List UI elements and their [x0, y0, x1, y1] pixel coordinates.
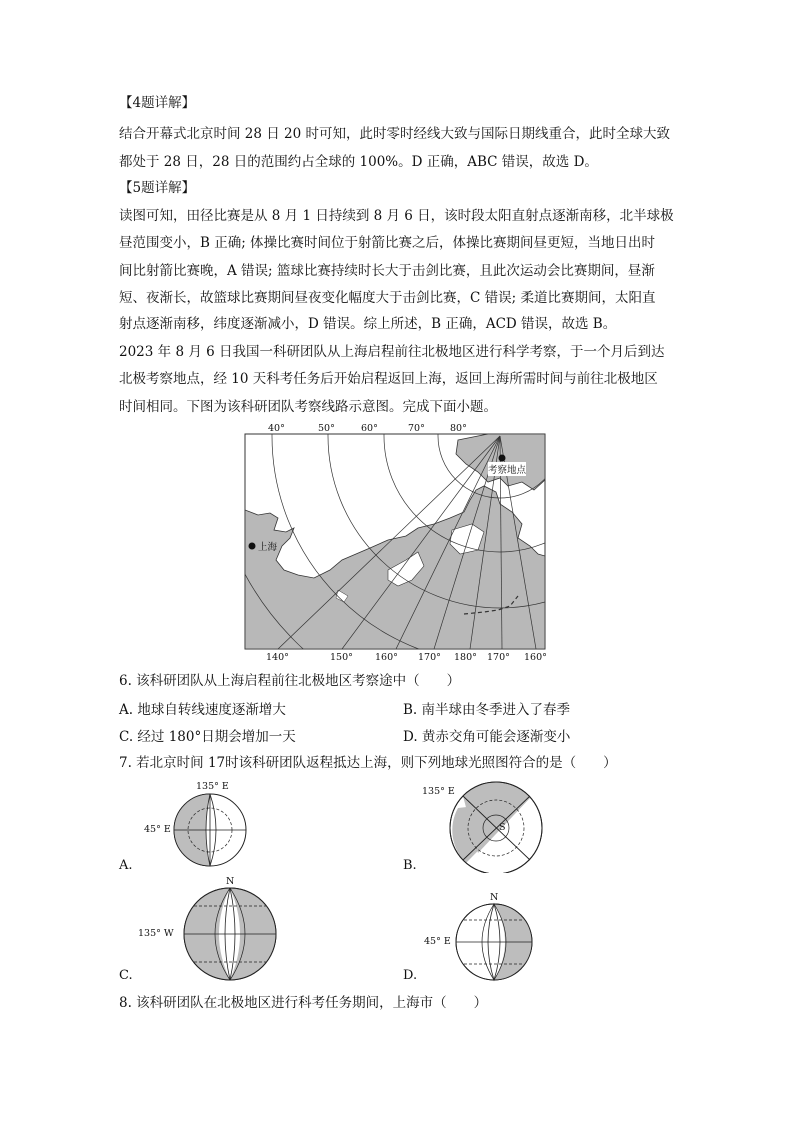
q7-option-b: B. [403, 858, 417, 873]
lat-label: 40° [268, 423, 285, 434]
paragraph-line: 短、夜渐长，故篮球比赛期间昼夜变化幅度大于击剑比赛，C 错误; 柔道比赛期间，太阳直 [119, 290, 656, 306]
light-diagram-a [140, 778, 280, 873]
lon-label: 160° [524, 652, 547, 663]
fig-b-top-label: 135° E [422, 786, 455, 797]
paragraph-line: 昼范围变小，B 正确; 体操比赛时间位于射箭比赛之后，体操比赛期间昼更短，当地日出时 [119, 235, 656, 251]
question-8-stem: 8. 该科研团队在北极地区进行科考任务期间，上海市（ ） [119, 995, 488, 1011]
q7-option-d: D. [403, 968, 418, 983]
lon-label: 170° [487, 652, 510, 663]
fig-c-side-label: 135° W [138, 928, 174, 939]
lat-label: 60° [361, 423, 378, 434]
fig-a-side-label: 45° E [144, 824, 171, 835]
lon-label: 150° [330, 652, 353, 663]
fig-a-top-label: 135° E [196, 781, 229, 792]
lat-label: 80° [450, 423, 467, 434]
question-7-stem: 7. 若北京时间 17时该科研团队返程抵达上海，则下列地球光照图符合的是（ ） [119, 755, 617, 771]
section-heading-q5: 【5题详解】 [119, 180, 196, 196]
lon-label: 180° [454, 652, 477, 663]
fig-c-top-label: N [226, 876, 235, 887]
shanghai-marker [249, 543, 256, 550]
shanghai-label: 上海 [258, 542, 278, 553]
q7-option-c: C. [119, 968, 133, 983]
fig-d-top-label: N [490, 892, 499, 903]
lon-label: 160° [375, 652, 398, 663]
paragraph-line: 都处于 28 日，28 日的范围约占全球的 100%。D 正确，ABC 错误，故选 D。 [119, 154, 598, 170]
paragraph-line: 射点逐渐南移，纬度逐渐减小，D 错误。综上所述，B 正确，ACD 错误，故选 B。 [119, 316, 617, 332]
route-map-svg [238, 420, 550, 665]
fig-d-side-label: 45° E [424, 936, 451, 947]
paragraph-line: 时间相同。下图为该科研团队考察线路示意图。完成下面小题。 [119, 399, 497, 415]
route-map [238, 420, 550, 665]
lon-label: 170° [418, 652, 441, 663]
light-diagram-b [418, 778, 568, 873]
lon-label: 140° [266, 652, 289, 663]
q6-option-b: B. 南半球由冬季进入了春季 [403, 702, 571, 718]
paragraph-line: 间比射箭比赛晚，A 错误; 篮球比赛持续时长大于击剑比赛，且此次运动会比赛期间，昼渐 [119, 263, 655, 279]
lat-label: 70° [408, 423, 425, 434]
lat-label: 50° [318, 423, 335, 434]
site-marker [499, 455, 506, 462]
paragraph-line: 北极考察地点，经 10 天科考任务后开始启程返回上海，返回上海所需时间与前往北极地区 [119, 371, 658, 387]
q6-option-a: A. 地球自转线速度逐渐增大 [119, 702, 286, 718]
section-heading-q4: 【4题详解】 [119, 95, 196, 111]
q7-option-a: A. [119, 858, 133, 873]
site-label: 考察地点 [488, 462, 526, 476]
q6-option-c: C. 经过 180°日期会增加一天 [119, 729, 296, 745]
q6-option-d: D. 黄赤交角可能会逐渐变小 [403, 729, 571, 745]
light-diagram-c [138, 876, 288, 982]
paragraph-line: 2023 年 8 月 6 日我国一科研团队从上海启程前往北极地区进行科学考察，于一个月后到达 [119, 344, 665, 360]
paragraph-line: 结合开幕式北京时间 28 日 20 时可知，此时零时经线大致与国际日期线重合，此时全球大致 [119, 126, 671, 142]
paragraph-line: 读图可知，田径比赛是从 8 月 1 日持续到 8 月 6 日，该时段太阳直射点逐渐南移，北半球极 [119, 208, 674, 224]
question-6-stem: 6. 该科研团队从上海启程前往北极地区考察途中（ ） [119, 673, 461, 689]
fig-b-center-label: S [499, 822, 506, 833]
light-diagram-d [420, 892, 560, 986]
